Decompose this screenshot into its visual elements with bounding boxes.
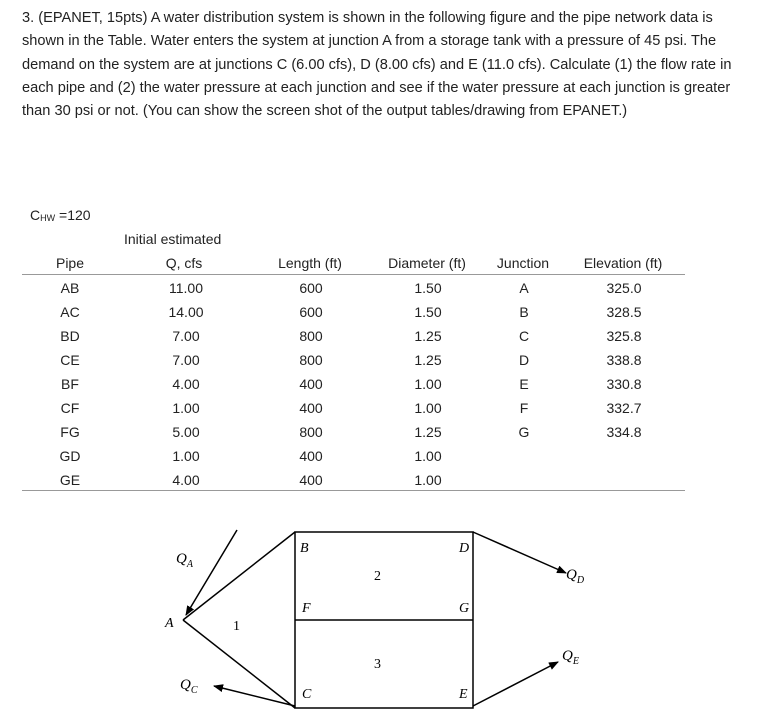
q-cell: 4.00 <box>172 472 200 488</box>
pipe-cell: FG <box>60 424 80 440</box>
qe-label <box>562 648 579 667</box>
qd-sub: D <box>576 575 585 586</box>
junction-cell: A <box>519 280 529 296</box>
pipe-cell: CE <box>60 352 80 368</box>
qa-sub: A <box>186 559 193 570</box>
length-cell: 400 <box>299 472 323 488</box>
node-d-label: D <box>459 541 470 556</box>
elevation-cell: 332.7 <box>606 400 642 416</box>
qa-main: Q <box>176 551 187 567</box>
header-elevation: Elevation (ft) <box>583 255 663 271</box>
elevation-cell: 334.8 <box>606 424 642 440</box>
pipe-cell: GD <box>59 448 81 464</box>
header-junction: Junction <box>496 255 550 271</box>
diameter-cell: 1.25 <box>414 424 442 440</box>
pipe-cell: BF <box>61 376 79 392</box>
qc-label <box>180 677 198 696</box>
q-cell: 14.00 <box>168 304 204 320</box>
junction-cell: E <box>519 376 529 392</box>
node-b-label: B <box>300 541 309 556</box>
qc-arrow <box>214 686 295 706</box>
header-diameter: Diameter (ft) <box>388 255 466 271</box>
length-cell: 600 <box>299 304 323 320</box>
diameter-cell: 1.00 <box>414 472 442 488</box>
pipe-cell: BD <box>60 328 80 344</box>
qe-arrow <box>473 662 558 706</box>
header-length: Length (ft) <box>278 255 342 271</box>
diameter-cell: 1.00 <box>414 448 442 464</box>
q-cell: 7.00 <box>172 352 200 368</box>
question-text: 3. (EPANET, 15pts) A water distribution system is shown in the following figure and the pipe network data is shown in the Table. Water enters the system at junction A from a storage tank with a pressure of 45 psi. The demand on the system are at junctions C (6.00 cfs), D (8.00 cfs) and E (11.0 cfs). Calculate (1) the flow rate in each pipe and (2) the water pressure at each junction and see if the water pressure at each junction is greater than 30 psi or not. (You can show the screen shot of the output tables/drawing from EPANET.) <box>22 10 732 120</box>
pipe-cell: AC <box>60 304 80 320</box>
junction-cell: G <box>518 424 530 440</box>
node-a-label: A <box>165 616 174 631</box>
elevation-cell: 330.8 <box>606 376 642 392</box>
qe-sub: E <box>572 656 579 667</box>
q-cell: 7.00 <box>172 328 200 344</box>
pipe-cell: AB <box>60 280 80 296</box>
chw-value: =120 <box>55 207 91 223</box>
loop-3-label: 3 <box>374 657 381 672</box>
elevation-cell: 338.8 <box>606 352 642 368</box>
elevation-cell: 325.0 <box>606 280 642 296</box>
qd-main: Q <box>566 567 577 583</box>
header-initial-estimated: Initial estimated <box>124 231 222 247</box>
q-cell: 11.00 <box>169 280 203 296</box>
diameter-cell: 1.00 <box>414 376 442 392</box>
header-pipe: Pipe <box>55 255 85 271</box>
chw-sub: HW <box>40 213 56 223</box>
diameter-cell: 1.00 <box>414 400 442 416</box>
length-cell: 600 <box>299 280 323 296</box>
qa-arrow <box>186 530 237 615</box>
pipe-cell: CF <box>60 400 80 416</box>
diameter-cell: 1.50 <box>414 304 442 320</box>
diameter-cell: 1.50 <box>414 280 442 296</box>
junction-cell: F <box>519 400 529 416</box>
chw-prefix: C <box>30 207 41 223</box>
diameter-cell: 1.25 <box>414 352 442 368</box>
elevation-cell: 325.8 <box>606 328 642 344</box>
node-g-label: G <box>459 601 470 616</box>
loop-1-label: 1 <box>233 619 240 634</box>
length-cell: 400 <box>299 400 323 416</box>
qc-sub: C <box>190 685 198 696</box>
header-q: Q, cfs <box>165 255 203 271</box>
qc-main: Q <box>180 677 191 693</box>
pipe-cell: GE <box>59 472 81 488</box>
q-cell: 1.00 <box>172 400 200 416</box>
qe-main: Q <box>562 648 573 664</box>
node-f-label: F <box>302 601 311 616</box>
q-cell: 4.00 <box>172 376 200 392</box>
junction-cell: B <box>519 304 529 320</box>
length-cell: 800 <box>299 352 323 368</box>
node-c-label: C <box>302 687 312 702</box>
q-cell: 1.00 <box>172 448 200 464</box>
qa-label <box>176 551 194 570</box>
loop-2-label: 2 <box>374 569 381 584</box>
length-cell: 800 <box>299 328 323 344</box>
elevation-cell: 328.5 <box>606 304 642 320</box>
junction-cell: D <box>518 352 530 368</box>
diameter-cell: 1.25 <box>414 328 442 344</box>
node-e-label: E <box>459 687 468 702</box>
length-cell: 800 <box>299 424 323 440</box>
pipe-ab <box>183 532 295 620</box>
junction-cell: C <box>518 328 530 344</box>
length-cell: 400 <box>299 448 323 464</box>
q-cell: 5.00 <box>172 424 200 440</box>
qd-label <box>566 567 585 586</box>
qd-arrow <box>473 532 566 573</box>
length-cell: 400 <box>299 376 323 392</box>
